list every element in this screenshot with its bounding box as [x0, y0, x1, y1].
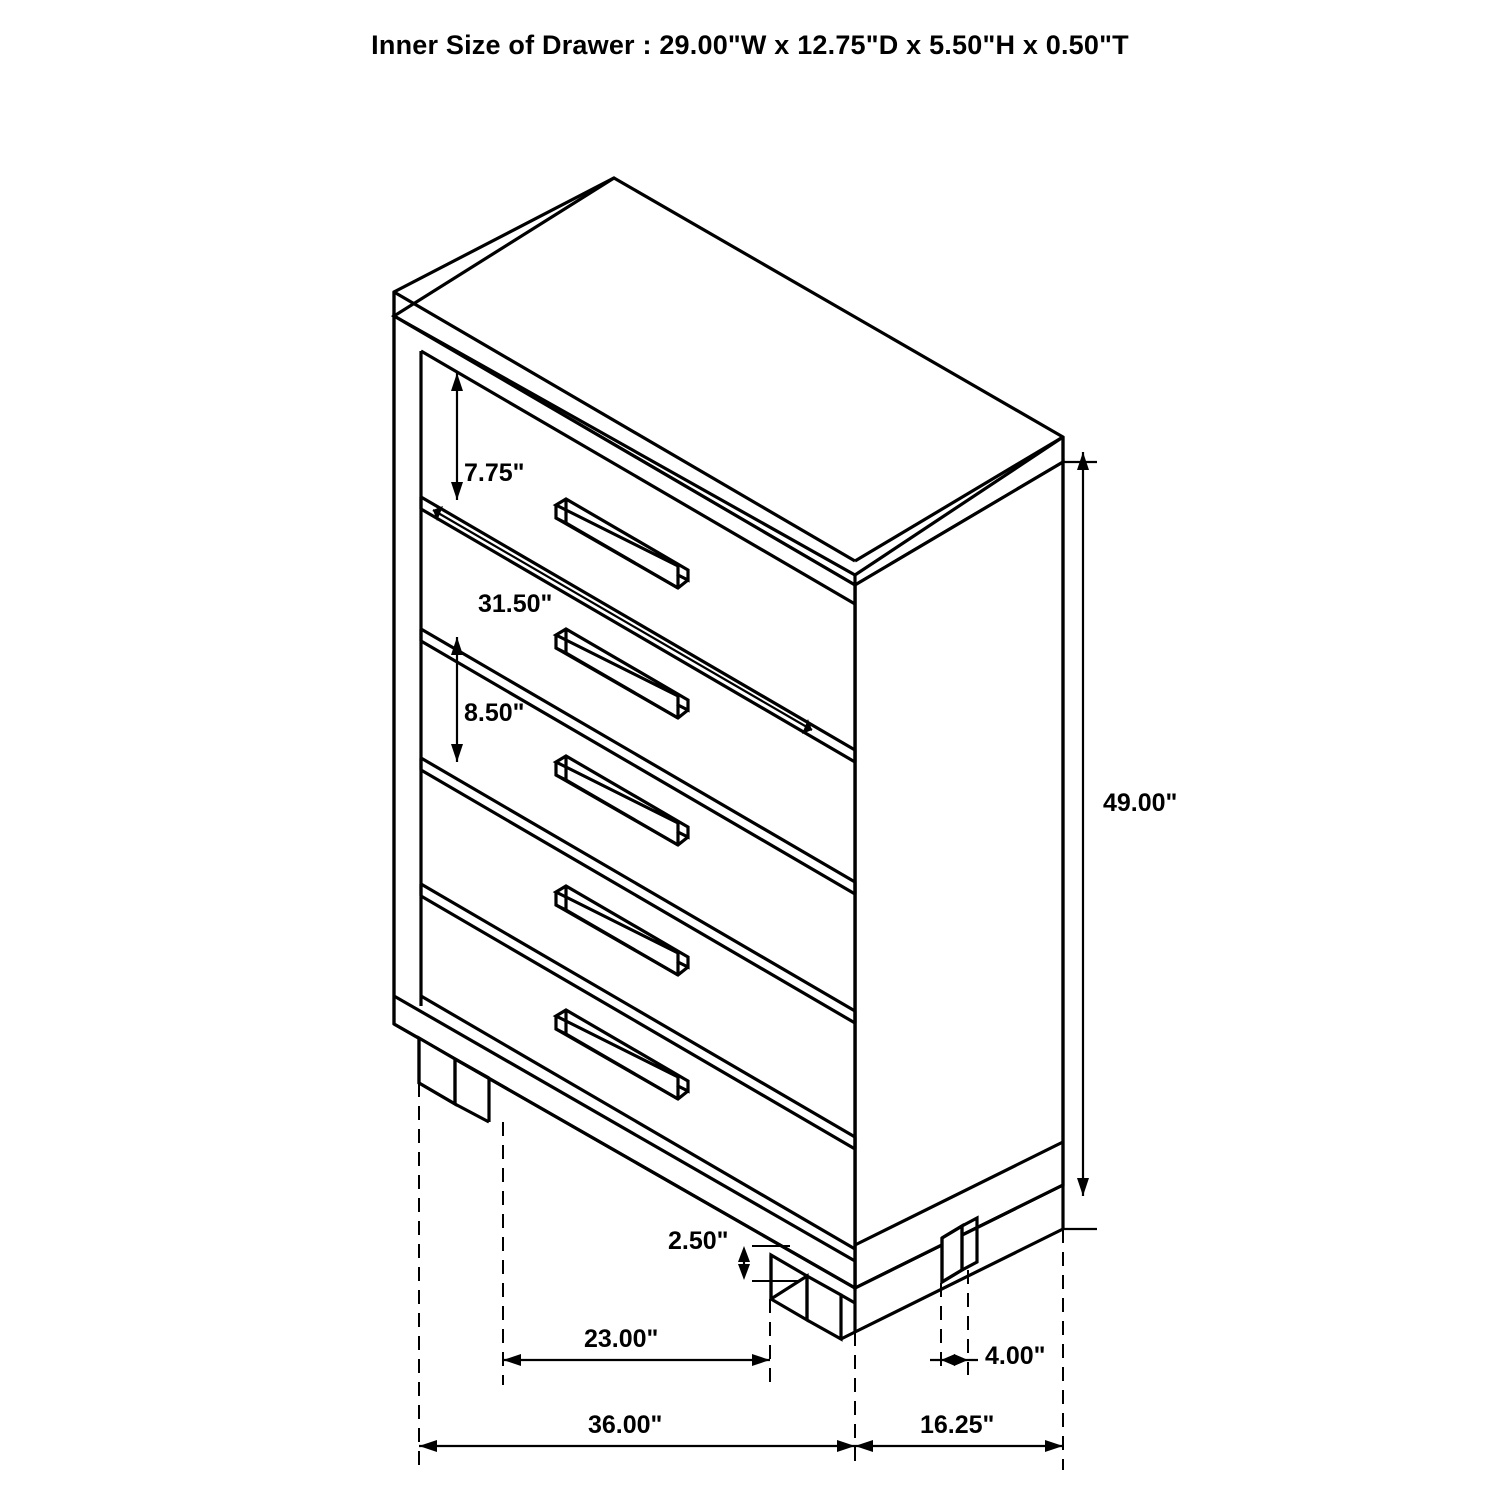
dim-label-top-to-first-drawer: 7.75"	[464, 459, 525, 487]
dim-label-overall-height: 49.00"	[1103, 789, 1178, 817]
dim-label-drawer-height: 8.50"	[464, 699, 525, 727]
dim-label-leg-height: 2.50"	[668, 1227, 729, 1255]
dim-label-drawer-front-width: 31.50"	[478, 590, 553, 618]
page-title: Inner Size of Drawer : 29.00"W x 12.75"D x 5.50"H x 0.50"T	[371, 30, 1129, 60]
dim-label-leg-span-front: 23.00"	[584, 1325, 659, 1353]
dim-label-overall-depth: 16.25"	[920, 1411, 995, 1439]
dim-label-leg-width: 4.00"	[985, 1342, 1046, 1370]
dim-label-overall-width: 36.00"	[588, 1411, 663, 1439]
chest-side-panel	[855, 462, 1063, 1288]
